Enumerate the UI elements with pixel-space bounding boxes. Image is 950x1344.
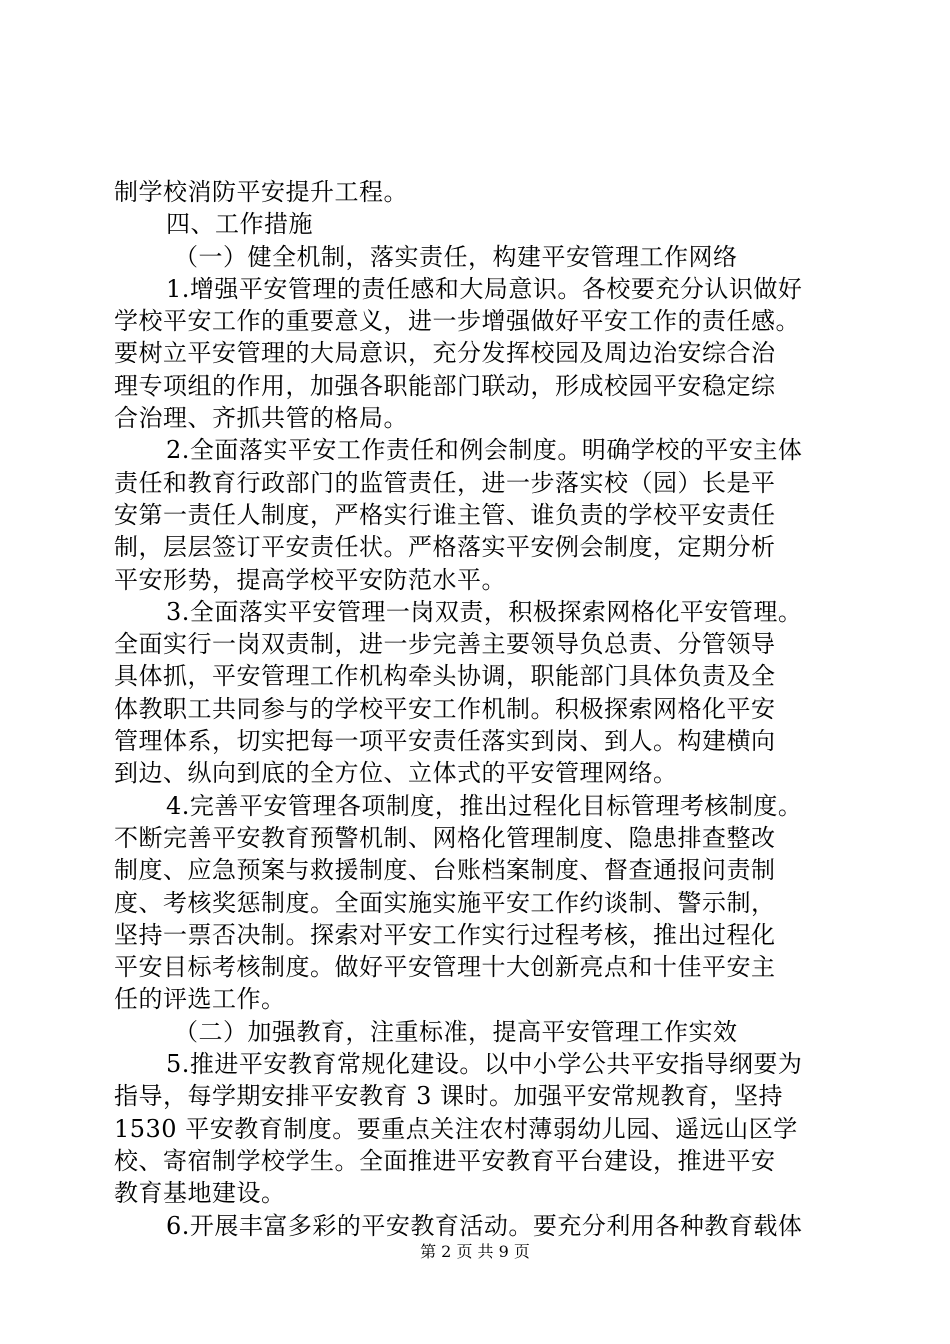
text-line: 度、考核奖惩制度。全面实施实施平安工作约谈制、警示制， xyxy=(114,888,776,917)
text-line: 教育基地建设。 xyxy=(114,1179,286,1208)
text-line: 校、寄宿制学校学生。全面推进平安教育平台建设，推进平安 xyxy=(114,1146,776,1175)
document-body xyxy=(114,176,854,1242)
text-line: 安第一责任人制度，严格实行谁主管、谁负责的学校平安责任 xyxy=(114,500,776,529)
text-line: 制，层层签订平安责任状。严格落实平安例会制度，定期分析 xyxy=(114,533,776,562)
text-line: 平安目标考核制度。做好平安管理十大创新亮点和十佳平安主 xyxy=(114,953,776,982)
text-line: 6.开展丰富多彩的平安教育活动。要充分利用各种教育载体 xyxy=(166,1211,803,1240)
text-line: 1530 平安教育制度。要重点关注农村薄弱幼儿园、遥远山区学 xyxy=(114,1114,798,1143)
text-line: 制学校消防平安提升工程。 xyxy=(114,178,408,206)
text-line: 指导，每学期安排平安教育 3 课时。加强平安常规教育，坚持 xyxy=(114,1082,784,1111)
text-line: 体教职工共同参与的学校平安工作机制。积极探索网格化平安 xyxy=(114,694,776,723)
text-line: 5.推进平安教育常规化建设。以中小学公共平安指导纲要为 xyxy=(166,1050,803,1079)
text-line: 1.增强平安管理的责任感和大局意识。各校要充分认识做好 xyxy=(166,274,803,303)
text-line: 2.全面落实平安工作责任和例会制度。明确学校的平安主体 xyxy=(166,436,803,465)
text-line: 3.全面落实平安管理一岗双责，积极探索网格化平安管理。 xyxy=(166,597,803,626)
text-line: 制度、应急预案与救援制度、台账档案制度、督查通报问责制 xyxy=(114,856,776,885)
text-line: 不断完善平安教育预警机制、网格化管理制度、隐患排查整改 xyxy=(114,823,776,852)
text-line: 平安形势，提高学校平安防范水平。 xyxy=(114,565,506,594)
text-line: （二）加强教育，注重标准，提高平安管理工作实效 xyxy=(174,1017,738,1046)
text-line: 具体抓，平安管理工作机构牵头协调，职能部门具体负责及全 xyxy=(114,662,776,691)
text-line: 理专项组的作用，加强各职能部门联动，形成校园平安稳定综 xyxy=(114,371,776,400)
text-line: 4.完善平安管理各项制度，推出过程化目标管理考核制度。 xyxy=(166,791,803,820)
page-footer: 第 2 页 共 9 页 xyxy=(420,1242,530,1261)
text-line: 四、工作措施 xyxy=(166,210,313,239)
text-line: 合治理、齐抓共管的格局。 xyxy=(114,404,408,433)
text-line: 责任和教育行政部门的监管责任，进一步落实校（园）长是平 xyxy=(114,468,776,497)
text-line: 坚持一票否决制。探索对平安工作实行过程考核，推出过程化 xyxy=(114,920,776,949)
text-line: 管理体系，切实把每一项平安责任落实到岗、到人。构建横向 xyxy=(114,727,776,756)
text-line: 到边、纵向到底的全方位、立体式的平安管理网络。 xyxy=(114,759,678,788)
text-line: （一）健全机制，落实责任，构建平安管理工作网络 xyxy=(174,242,738,271)
text-line: 学校平安工作的重要意义，进一步增强做好平安工作的责任感。 xyxy=(114,307,800,336)
text-line: 任的评选工作。 xyxy=(114,985,286,1014)
text-line: 全面实行一岗双责制，进一步完善主要领导负总责、分管领导 xyxy=(114,630,776,659)
text-line: 要树立平安管理的大局意识，充分发挥校园及周边治安综合治 xyxy=(114,339,776,368)
